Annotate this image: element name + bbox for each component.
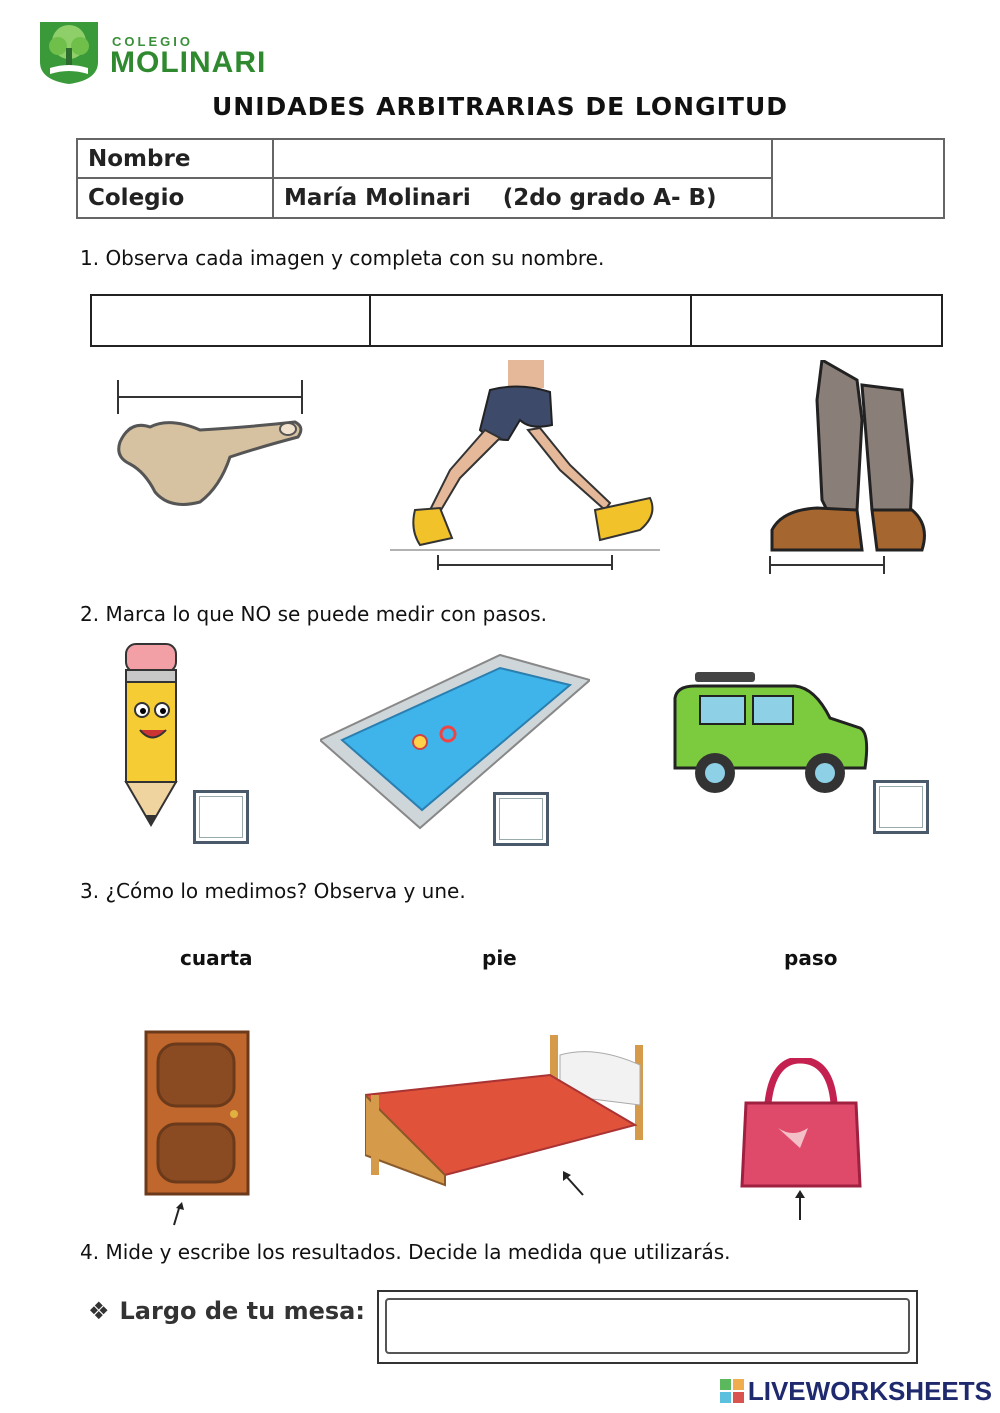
handbag-icon bbox=[738, 1058, 863, 1223]
colegio-value: María Molinari (2do grado A- B) bbox=[274, 179, 773, 217]
car-icon bbox=[665, 668, 875, 803]
pool-checkbox[interactable] bbox=[493, 792, 549, 846]
question-4: 4. Mide y escribe los resultados. Decide la medida que utilizarás. bbox=[80, 1240, 731, 1264]
question-1: 1. Observa cada imagen y completa con su nombre. bbox=[80, 246, 605, 270]
diamond-bullet-icon: ❖ bbox=[88, 1297, 110, 1325]
page-title: UNIDADES ARBITRARIAS DE LONGITUD bbox=[211, 92, 789, 121]
liveworksheets-text: LIVEWORKSHEETS bbox=[747, 1376, 992, 1406]
door-icon bbox=[140, 1030, 255, 1230]
question-2: 2. Marca lo que NO se puede medir con pasos. bbox=[80, 602, 547, 626]
answer-box-1[interactable] bbox=[92, 296, 371, 345]
nombre-label: Nombre bbox=[78, 140, 274, 179]
table-length-answer-box bbox=[377, 1290, 918, 1364]
student-info-table bbox=[76, 138, 945, 219]
tree-logo-icon bbox=[36, 18, 102, 86]
boots-foot-icon bbox=[762, 360, 932, 580]
bed-icon bbox=[365, 1035, 650, 1205]
table-length-label bbox=[88, 1297, 365, 1325]
answer-box-3[interactable] bbox=[692, 296, 941, 345]
hand-span-icon bbox=[110, 372, 310, 512]
info-extra-cell bbox=[773, 140, 943, 217]
liveworksheets-logo-icon bbox=[720, 1379, 744, 1403]
logo-colegio-text: COLEGIO bbox=[112, 34, 193, 49]
table-length-input[interactable] bbox=[385, 1298, 910, 1354]
question-3: 3. ¿Cómo lo medimos? Observa y une. bbox=[80, 879, 466, 903]
liveworksheets-brand bbox=[720, 1376, 992, 1407]
table-length-text: Largo de tu mesa: bbox=[119, 1297, 365, 1325]
pencil-checkbox[interactable] bbox=[193, 790, 249, 844]
car-checkbox[interactable] bbox=[873, 780, 929, 834]
colegio-label: Colegio bbox=[78, 179, 274, 217]
logo-molinari-text: MOLINARI bbox=[110, 46, 267, 79]
walking-legs-icon bbox=[390, 360, 670, 570]
unit-cuarta[interactable]: cuarta bbox=[180, 946, 253, 970]
unit-pie[interactable]: pie bbox=[482, 946, 517, 970]
swimming-pool-icon bbox=[320, 650, 590, 830]
unit-paso[interactable]: paso bbox=[784, 946, 838, 970]
pencil-icon bbox=[118, 640, 188, 830]
answer-box-2[interactable] bbox=[371, 296, 692, 345]
nombre-field[interactable] bbox=[274, 140, 773, 179]
q1-answer-row bbox=[90, 294, 943, 347]
